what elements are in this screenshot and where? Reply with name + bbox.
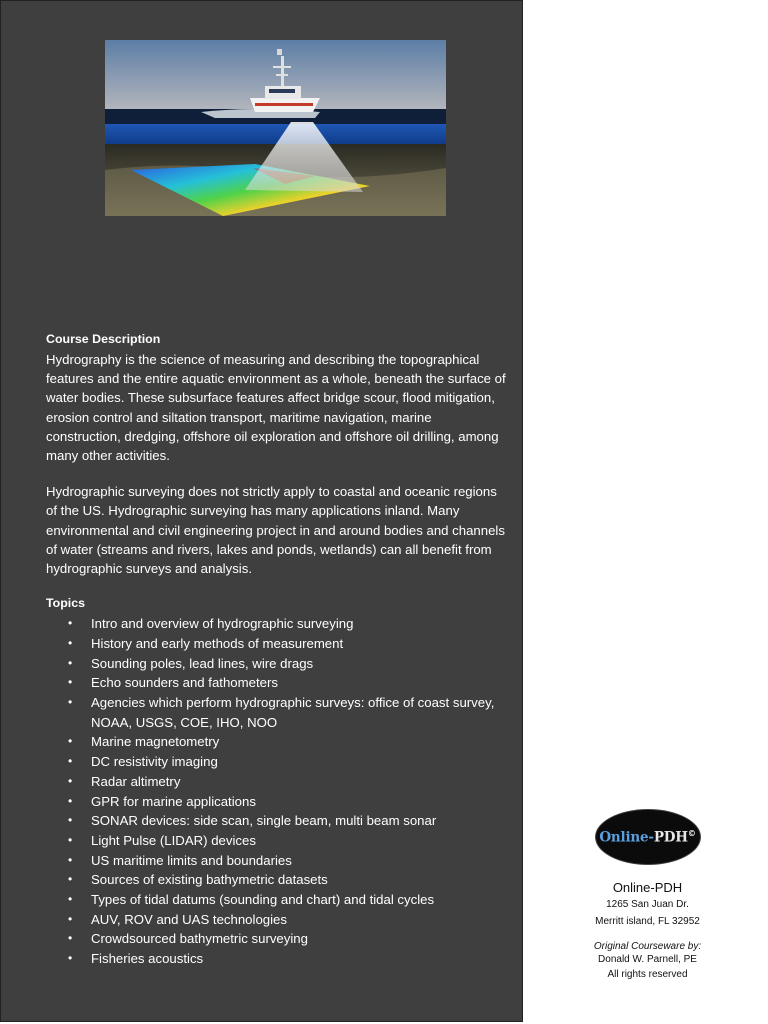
- topic-item: [46, 890, 508, 910]
- topic-text: DC resistivity imaging: [91, 754, 218, 770]
- topic-text: Agencies which perform hydrographic surveys: office of coast survey, NOAA, USGS, COE, IHO, NOO: [91, 695, 495, 730]
- topic-item: [46, 772, 508, 792]
- topic-item: [46, 910, 508, 930]
- bullet-icon: •: [68, 813, 73, 828]
- bullet-icon: •: [68, 832, 73, 847]
- bullet-icon: •: [68, 852, 73, 867]
- logo-text: Online-PDH©: [599, 828, 696, 846]
- topics-list: [46, 614, 508, 969]
- topic-text: AUV, ROV and UAS technologies: [91, 911, 287, 927]
- topic-item: [46, 792, 508, 812]
- topic-text: History and early methods of measurement: [91, 635, 344, 651]
- topic-text: GPR for marine applications: [91, 793, 256, 809]
- description-paragraph-1: Hydrography is the science of measuring and describing the topographical features and the entire aquatic environment as a whole, beneath the surface of water bodies. These subsurface features affect bridge scour, flood mitigation, erosion control and siltation transport, maritime navigation, marine construction, dredging, offshore oil exploration and offshore oil drilling, among many other activities.: [46, 352, 506, 464]
- bullet-icon: •: [68, 793, 73, 808]
- topic-item: [46, 614, 508, 634]
- description-paragraph-2: Hydrographic surveying does not strictly apply to coastal and oceanic regions of the US. Hydrographic surveying has many applications inland. Many environmental and civil engineering project in and around bodies and channels of water (streams and rivers, lakes and ponds, wetlands) can all benefit from hydrographic surveys and analysis.: [46, 484, 505, 577]
- topic-text: Marine magnetometry: [91, 734, 220, 750]
- org-name: Online-PDH: [612, 880, 683, 895]
- address-line-1: 1265 San Juan Dr.: [606, 899, 689, 910]
- topic-text: Fisheries acoustics: [91, 951, 204, 967]
- topic-text: Sources of existing bathymetric datasets: [91, 872, 328, 888]
- address-line-2: Merritt island, FL 32952: [595, 916, 700, 927]
- bullet-icon: •: [68, 734, 73, 749]
- topic-text: SONAR devices: side scan, single beam, multi beam sonar: [91, 813, 437, 829]
- online-pdh-logo: [596, 810, 700, 864]
- course-description-heading: Course Description: [46, 332, 161, 346]
- topic-item: [46, 811, 508, 831]
- bullet-icon: •: [68, 616, 73, 631]
- topic-text: Types of tidal datums (sounding and chart) and tidal cycles: [91, 892, 435, 908]
- bullet-icon: •: [68, 635, 73, 650]
- topic-text: Sounding poles, lead lines, wire drags: [91, 655, 314, 671]
- bullet-icon: •: [68, 931, 73, 946]
- topic-item: [46, 654, 508, 674]
- topic-item: [46, 693, 508, 732]
- bullet-icon: •: [68, 951, 73, 966]
- topic-item: [46, 851, 508, 871]
- bullet-icon: •: [68, 773, 73, 788]
- bullet-icon: •: [68, 754, 73, 769]
- topics-heading: Topics: [46, 596, 86, 611]
- topic-text: Echo sounders and fathometers: [91, 675, 278, 691]
- topic-text: US maritime limits and boundaries: [91, 852, 292, 868]
- bullet-icon: •: [68, 655, 73, 670]
- publisher-info: [570, 810, 725, 982]
- topic-item: [46, 732, 508, 752]
- course-content: [46, 331, 508, 969]
- topic-item: [46, 634, 508, 654]
- rights-notice: All rights reserved: [607, 969, 688, 980]
- topic-text: Crowdsourced bathymetric surveying: [91, 931, 308, 947]
- topic-item: [46, 673, 508, 693]
- bullet-icon: •: [68, 675, 73, 690]
- topic-item: [46, 929, 508, 949]
- topic-item: [46, 949, 508, 969]
- topic-item: [46, 831, 508, 851]
- topic-text: Radar altimetry: [91, 773, 181, 789]
- bullet-icon: •: [68, 892, 73, 907]
- topic-item: [46, 870, 508, 890]
- topic-text: Intro and overview of hydrographic surveying: [91, 616, 354, 632]
- topic-text: Light Pulse (LIDAR) devices: [91, 832, 256, 848]
- bullet-icon: •: [68, 872, 73, 887]
- author-name: Donald W. Parnell, PE: [598, 954, 697, 965]
- credit-label: Original Courseware by:: [593, 941, 702, 952]
- topic-item: [46, 752, 508, 772]
- hydrographic-survey-image: [105, 40, 446, 216]
- bullet-icon: •: [68, 695, 73, 710]
- bullet-icon: •: [68, 911, 73, 926]
